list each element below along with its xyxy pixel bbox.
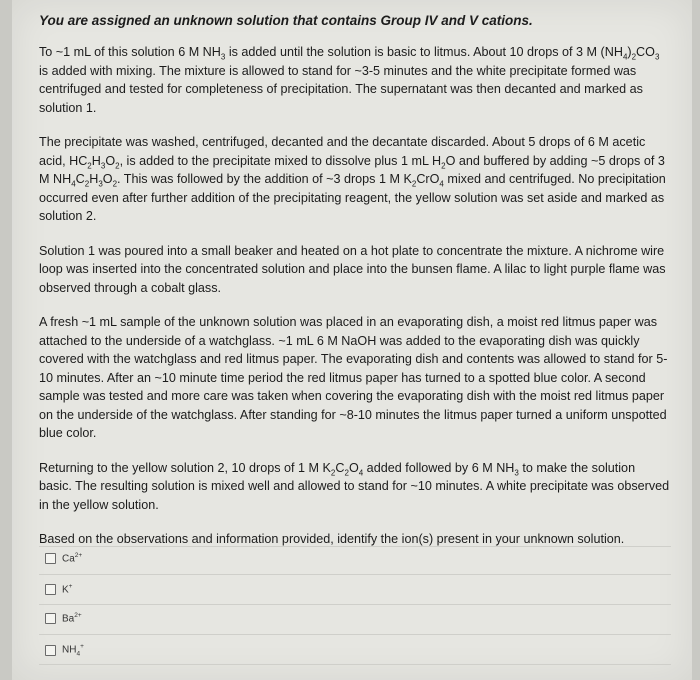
paragraph-1: To ~1 mL of this solution 6 M $NH_3$ is added until the solution is basic to litmus. About 10 drops of 3 M $(NH_4)_2CO_3$ is added with mixing. The mixture is allowed to stand for ~3-5 minutes and the white precipitate formed was centrifuged and tested for completeness of precipitation. The supernatant was then decanted and marked as solution 1. <box>39 45 660 115</box>
paragraph-4: A fresh ~1 mL sample of the unknown solution was placed in an evaporating dish, a moist red litmus paper was attached to the underside of a watchglass. ~1 mL 6 M NaOH was added to the evaporating dish was quickly covered with the watchglass and red litmus paper. The evaporating dish and contents was allowed to stand for 5-10 minutes. After an ~10 minute time period the red litmus paper has turned to a spotted blue color. A second sample was tested and more care was taken when covering the evaporating dish with the moist red litmus paper on the underside of the watchglass. After standing for ~8-10 minutes the litmus paper turned a uniform unspotted blue color. <box>39 315 668 440</box>
divider <box>39 574 671 575</box>
option-label: $Ca^{2+}$ <box>62 552 83 565</box>
option-ca[interactable] <box>45 552 82 564</box>
option-nh4[interactable] <box>45 643 84 657</box>
divider <box>39 664 671 665</box>
option-ba[interactable] <box>45 612 82 624</box>
question-prompt: Based on the observations and information provided, identify the ion(s) present in your unknown solution. <box>39 532 625 546</box>
question-heading: You are assigned an unknown solution that contains Group IV and V cations. <box>39 13 533 28</box>
checkbox[interactable] <box>45 645 56 656</box>
paragraph-5: Returning to the yellow solution 2, 10 drops of 1 M $K_2C_2O_4$ added followed by 6 M $NH_3$ to make the solution basic. The resulting solution is mixed well and allowed to stand for ~10 minutes. A white precipitate was observed in the yellow solution. <box>39 460 670 512</box>
option-k[interactable] <box>45 583 72 595</box>
option-label: K+ <box>62 583 73 596</box>
checkbox[interactable] <box>45 553 56 564</box>
divider <box>39 604 671 605</box>
divider <box>39 546 671 547</box>
paragraph-3: Solution 1 was poured into a small beaker and heated on a hot plate to concentrate the mixture. A nichrome wire loop was inserted into the concentrated solution and place into the bunsen flame. A lilac to light purple flame was observed through a cobalt glass. <box>39 243 666 295</box>
option-label: $Ba^{2+}$ <box>62 612 82 625</box>
question-page <box>12 0 692 680</box>
checkbox[interactable] <box>45 613 56 624</box>
option-label: $NH_4^+$ <box>62 643 84 658</box>
paragraph-2: The precipitate was washed, centrifuged, decanted and the decantate discarded. About 5 drops of 6 M acetic acid, $HC_2H_3O_2$, is added to the precipitate mixed to dissolve plus 1 mL $H_2O$ and buffered by adding ~5 drops of 3 M $NH_4C_2H_3O_2$. This was followed by the addition of ~3 drops 1 M $K_2CrO_4$ mixed and centrifuged. No precipitation occurred even after further addition of the precipitating reagent, the yellow solution was set aside and marked as solution 2. <box>39 135 666 223</box>
divider <box>39 634 671 635</box>
checkbox[interactable] <box>45 584 56 595</box>
question-content <box>39 12 671 548</box>
